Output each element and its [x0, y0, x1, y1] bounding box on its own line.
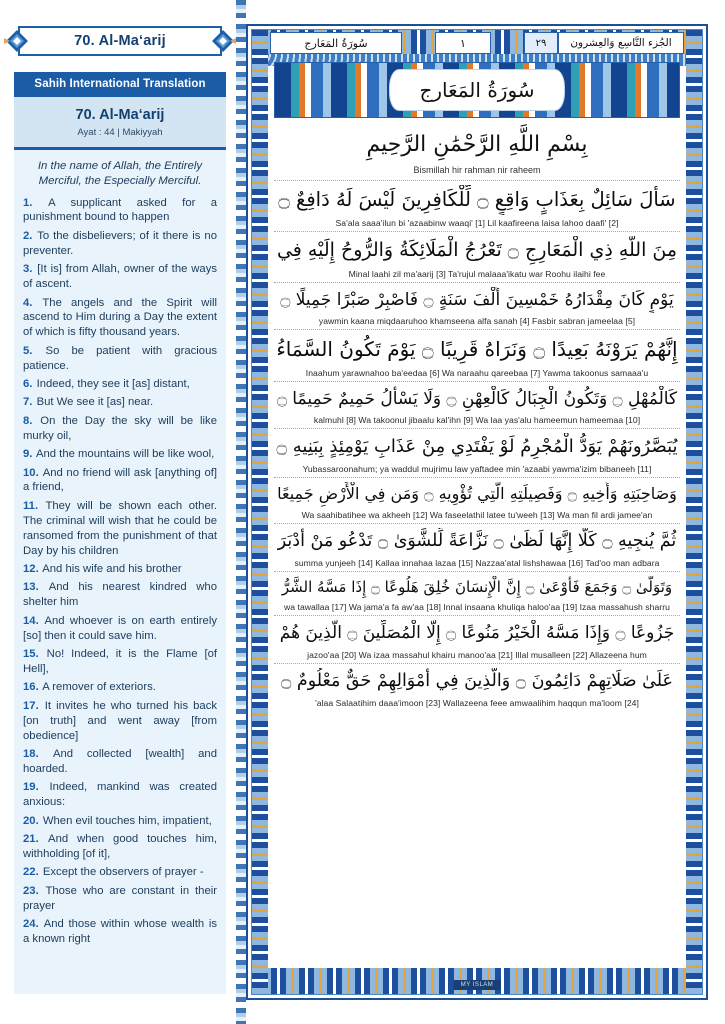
bismillah-arabic: بِسْمِ اللَّهِ الرَّحْمَٰنِ الرَّحِيمِ — [366, 132, 588, 157]
ayah-translation — [23, 580, 217, 610]
ayah-translation — [23, 647, 217, 677]
left-border-ornament — [252, 30, 268, 994]
header-spacer-2 — [491, 32, 524, 54]
quran-line-transliteration: 'alaa Salaatihim daaa'imoon [23] Wallazeena feee amwaalihim haqqun ma'loom [24] — [315, 697, 639, 708]
ayah-translation — [23, 780, 217, 810]
quran-line-transliteration: wa tawallaa [17] Wa jama'a fa aw'aa [18] Innal insaana khuliqa haloo'aa [19] Izaa massahush sharru — [284, 602, 670, 613]
ayah-translation — [23, 196, 217, 226]
ayah-translation — [23, 865, 217, 880]
mushaf-text-body — [274, 124, 680, 958]
ayah-text: It invites he who turned his back [on truth] and went away [from obedience] — [23, 699, 218, 742]
ayah-number: 21. — [23, 833, 39, 845]
ayah-number: 23. — [23, 884, 39, 897]
bismillah-transliteration: Bismillah hir rahman nir raheem — [413, 165, 541, 175]
ayah-text: And no friend will ask [anything of] a friend, — [23, 466, 218, 494]
mushaf-panel — [246, 24, 708, 1000]
quran-line-arabic: يَوْمٍ كَانَ مِقْدَارُهُ خَمْسِينَ أَلْفَ سَنَةٍ ۝ فَاصْبِرْ صَبْرًا جَمِيلًا ۝ — [280, 289, 674, 310]
surah-info-card — [14, 97, 226, 150]
quran-line-arabic: ثُمَّ يُنجِيهِ ۝ كَلَّا إِنَّهَا لَظَىٰ ۝ نَزَّاعَةً لِّلشَّوَىٰ ۝ تَدْعُو مَنْ أَدْبَرَ — [277, 531, 677, 552]
header-surah-name: سُورَةُ المَعَارج — [270, 32, 402, 54]
quran-line — [274, 615, 680, 662]
quran-line-list — [274, 180, 680, 711]
ayah-translation — [23, 229, 217, 259]
ayah-number: 16. — [23, 681, 39, 694]
quran-line-transliteration: Inaahum yarawnahoo ba'eedaa [6] Wa naraahu qareebaa [7] Yawma takoonus samaaa'u — [305, 368, 649, 378]
ayah-number: 12. — [23, 563, 39, 575]
ayah-number: 15. — [23, 648, 39, 661]
ayah-translation — [23, 447, 217, 462]
quran-line-transliteration: Minal laahi zil ma'aarij [3] Ta'rujul malaaa'ikatu war Roohu ilaihi fee — [348, 268, 606, 279]
quran-line — [274, 428, 680, 477]
quran-line-arabic: إِنَّهُمْ يَرَوْنَهُ بَعِيدًا ۝ وَنَرَاهُ قَرِيبًا ۝ يَوْمَ تَكُونُ السَّمَاءُ — [276, 337, 678, 361]
quran-line-arabic: مِنَ اللَّهِ ذِي الْمَعَارِجِ ۝ تَعْرُجُ الْمَلَائِكَةُ وَالرُّوحُ إِلَيْهِ فِي — [276, 239, 678, 262]
quran-line-arabic: جَزُوعًا ۝ وَإِذَا مَسَّهُ الْخَيْرُ مَنُوعًا ۝ إِلَّا الْمُصَلِّينَ ۝ الَّذِينَ هُمْ — [279, 623, 675, 644]
quran-line-arabic: وَصَاحِبَتِهِ وَأَخِيهِ ۝ وَفَصِيلَتِهِ الَّتِي تُؤْوِيهِ ۝ وَمَن فِي الْأَرْضِ جَمِيعًا — [277, 484, 677, 504]
ayah-text: They will be shown each other. The criminal will wish that he could be ransomed from the punishment of that Day by his children — [23, 499, 218, 557]
translation-panel — [0, 0, 240, 1024]
quran-line-arabic: عَلَىٰ صَلَاتِهِمْ دَائِمُونَ ۝ وَالَّذِينَ فِي أَمْوَالِهِمْ حَقٌّ مَعْلُومٌ ۝ — [281, 670, 673, 691]
quran-line-transliteration: summa yunjeeh [14] Kallaa innahaa lazaa [15] Nazzaa'atal lishshawaa [16] Tad'oo man adbara — [294, 558, 660, 569]
header-juz-name: الجُزء التَّاسِع وَالعِشرون — [558, 32, 684, 54]
ayah-text: Indeed, they see it [as] distant, — [36, 378, 190, 391]
ayah-text: And when good touches him, withholding [of it], — [23, 833, 217, 860]
ayah-translation — [23, 414, 217, 444]
surah-title-arabic: سُورَةُ المَعَارج — [419, 78, 535, 102]
quran-line — [274, 282, 680, 329]
ribbon-ornament-right-icon — [210, 28, 236, 54]
ayah-translation-list — [23, 196, 217, 947]
quran-line — [274, 329, 680, 381]
ayah-translation — [23, 747, 217, 777]
ayah-number: 13. — [23, 581, 39, 594]
ayah-text: And the mountains will be like wool, — [35, 448, 215, 461]
ayah-translation — [23, 832, 217, 862]
ayah-translation — [23, 499, 217, 559]
page-divider-ornament — [236, 0, 246, 1024]
quran-line-arabic: كَالْمُهْلِ ۝ وَتَكُونُ الْجِبَالُ كَالْعِهْنِ ۝ وَلَا يَسْأَلُ حَمِيمٌ حَمِيمًا ۝ — [276, 389, 678, 409]
right-border-ornament — [686, 30, 702, 994]
ayah-text: When evil touches him, impatient, — [42, 814, 212, 827]
quran-line-transliteration: Yubassaroonahum; ya waddul mujrimu law yaftadee min 'azaabi yawma'izim bibaneeh [11] — [302, 464, 652, 475]
ayah-text: Indeed, mankind was created anxious: — [23, 781, 217, 809]
header-juz-number: ٢٩ — [524, 32, 558, 54]
quran-line-transliteration: kalmuhl [8] Wa takoonul jibaalu kal'ihn [9] Wa laa yas'alu hameemun hameemaa [10] — [313, 415, 641, 426]
ayah-text: Those who are constant in their prayer — [23, 884, 218, 912]
ayah-number: 1. — [23, 196, 33, 209]
ayah-translation — [23, 562, 217, 577]
mushaf-outer-frame — [246, 24, 708, 1000]
ayah-translation — [23, 614, 217, 644]
ayah-text: On the Day the sky will be like murky oil, — [23, 414, 217, 442]
ayah-text: [It is] from Allah, owner of the ways of ascent. — [23, 263, 217, 291]
ayah-text: Except the observers of prayer - — [42, 866, 204, 879]
ayah-translation — [23, 296, 217, 341]
ayah-translation — [23, 377, 217, 392]
quran-line — [274, 231, 680, 281]
ayah-number: 6. — [23, 378, 33, 391]
ayah-number: 5. — [23, 344, 33, 357]
ayah-number: 2. — [23, 229, 33, 242]
ayah-text: And whoever is on earth entirely [so] then it could save him. — [23, 614, 217, 642]
quran-line — [274, 571, 680, 615]
ayah-text: To the disbelievers; of it there is no preventer. — [23, 229, 217, 257]
ayah-translation — [23, 917, 217, 947]
quran-line-arabic: وَتَوَلَّىٰ ۝ وَجَمَعَ فَأَوْعَىٰ ۝ إِنَّ الْإِنسَانَ خُلِقَ هَلُوعًا ۝ إِذَا مَسَّهُ الشَّرُّ — [281, 578, 673, 597]
bismillah-translation: In the name of Allah, the Entirely Merciful, the Especially Merciful. — [37, 160, 203, 188]
ayah-number: 20. — [23, 814, 39, 827]
surah-title-plate — [389, 69, 565, 111]
ayah-translation — [23, 814, 217, 829]
ayah-number: 19. — [23, 781, 39, 794]
quran-line-arabic: سَأَلَ سَائِلٌ بِعَذَابٍ وَاقِعٍ ۝ لِّلْكَافِرِينَ لَيْسَ لَهُ دَافِعٌ ۝ — [278, 188, 676, 211]
ayah-translation — [23, 699, 217, 744]
quran-line-arabic: يُبَصَّرُونَهُمْ يَوَدُّ الْمُجْرِمُ لَوْ يَفْتَدِي مِنْ عَذَابِ يَوْمِئِذٍ بِبَنِيهِ ۝ — [276, 436, 678, 458]
surah-title-banner — [274, 62, 680, 118]
quran-line-transliteration: Sa'ala saaa'ilun bi 'azaabinw waaqi' [1] Lil kaafireena laisa lahoo daafi' [2] — [335, 218, 619, 229]
quran-line — [274, 663, 680, 711]
ayah-number: 8. — [23, 414, 33, 427]
ayah-number: 18. — [23, 747, 39, 760]
quran-line — [274, 180, 680, 231]
mushaf-header — [270, 32, 684, 54]
ayah-text: And collected [wealth] and hoarded. — [23, 747, 217, 775]
bottom-fringe-ornament — [252, 994, 702, 995]
ayah-text: The angels and the Spirit will ascend to Him during a Day the extent of which is fifty thousand years. — [23, 296, 217, 339]
quran-line-transliteration: jazoo'aa [20] Wa izaa massahul khairu manoo'aa [21] Illal musalleen [22] Allazeena hum — [307, 649, 647, 660]
bismillah-row — [274, 124, 680, 180]
surah-ribbon-title: 70. Al-Ma‘arij — [74, 33, 166, 49]
ayah-number: 7. — [23, 396, 33, 409]
quran-line — [274, 477, 680, 523]
ayah-number: 4. — [23, 296, 33, 309]
quran-line — [274, 523, 680, 571]
ribbon-ornament-left-icon — [4, 28, 30, 54]
surah-ribbon-box — [18, 26, 222, 56]
ayah-translation — [23, 884, 217, 914]
ayah-number: 10. — [23, 466, 39, 479]
header-page-number: ١ — [435, 32, 491, 54]
surah-ribbon — [18, 24, 222, 58]
ayah-text: No! Indeed, it is the Flame [of Hell], — [23, 648, 217, 675]
ayah-number: 3. — [23, 263, 33, 276]
ayah-text: A supplicant asked for a punishment bound to happen — [23, 196, 218, 224]
translation-source-bar: Sahih International Translation — [14, 72, 226, 97]
footer-logo: MY ISLAM — [454, 980, 501, 990]
quran-line-transliteration: Wa saahibatihee wa akheeh [12] Wa faseelathil latee tu'weeh [13] Wa man fil ardi jamee'an — [301, 510, 653, 521]
ayah-number: 14. — [23, 614, 39, 627]
ayah-text: And his wife and his brother — [42, 563, 182, 575]
translation-text-body — [14, 150, 226, 994]
ayah-number: 9. — [23, 448, 33, 461]
ayah-number: 11. — [23, 499, 39, 512]
ayah-translation — [23, 395, 217, 410]
ayah-number: 17. — [23, 699, 39, 712]
ayah-text: A remover of exteriors. — [42, 681, 156, 694]
ayah-translation — [23, 680, 217, 695]
ayah-number: 22. — [23, 866, 39, 879]
ayah-text: And his nearest kindred who shelter him — [23, 581, 218, 609]
mushaf-inner-frame — [251, 29, 703, 995]
ayah-text: So be patient with gracious patience. — [23, 344, 218, 372]
ayah-text: But We see it [as] near. — [36, 396, 154, 409]
ayah-translation — [23, 466, 217, 496]
quran-line-transliteration: yawmin kaana miqdaaruhoo khamseena alfa sanah [4] Fasbir sabran jameelaa [5] — [318, 316, 636, 326]
ayah-number: 24. — [23, 918, 39, 931]
header-spacer — [402, 32, 435, 54]
ayah-translation — [23, 344, 217, 374]
surah-info-meta: Ayat : 44 | Makiyyah — [77, 127, 163, 138]
ayah-translation — [23, 262, 217, 292]
ayah-text: And those within whose wealth is a known right — [23, 918, 218, 945]
quran-line — [274, 381, 680, 428]
surah-info-name: 70. Al-Ma‘arij — [75, 107, 165, 123]
